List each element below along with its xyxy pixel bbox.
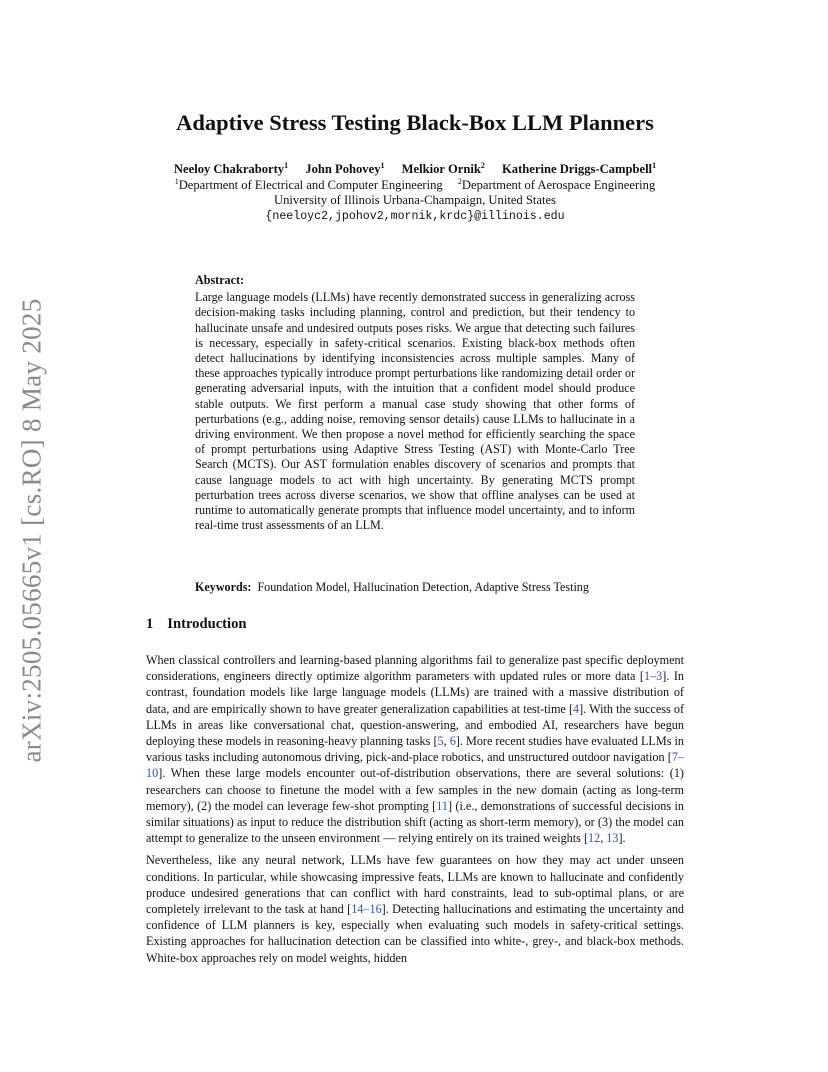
- keywords-text: Foundation Model, Hallucination Detection, Adaptive Stress Testing: [257, 580, 589, 594]
- university: University of Illinois Urbana-Champaign, United States: [274, 193, 556, 207]
- citation-link[interactable]: 6: [449, 734, 456, 749]
- citation-link[interactable]: 12: [588, 831, 601, 846]
- paragraph: [146, 652, 684, 846]
- citation-link[interactable]: 5: [437, 734, 444, 749]
- paragraph: [146, 852, 684, 965]
- author: Melkior Ornik$^2$: [401, 161, 485, 176]
- affiliation: $^2$Department of Aerospace Engineering: [457, 176, 656, 192]
- author-block: [146, 162, 684, 224]
- paragraph-text: ]. When these large models encounter out-of-distribution observations, there are several solutions: (1) researchers can choose to finetune the model with a few samples in the new domain (acting as long-term memory), (2) the model can leverage few-shot prompting [: [146, 766, 684, 813]
- paragraph-text: ]. With the success of LLMs in areas like conversational chat, question-answering, and embodied AI, researchers have begun deploying these models in reasoning-heavy planning tasks [: [146, 701, 684, 749]
- author: Neeloy Chakraborty$^1$: [173, 161, 289, 176]
- author: John Pohovey$^1$: [305, 161, 385, 176]
- author-emails: {neeloyc2,jpohov2,mornik,krdc}@illinois.edu: [265, 209, 565, 223]
- citation-link[interactable]: 7–10: [146, 750, 684, 781]
- section-heading: [146, 616, 247, 633]
- paragraph-text: ,: [443, 734, 450, 749]
- arxiv-identifier: arXiv:2505.05665v1 [cs.RO] 8 May 2025: [16, 297, 47, 763]
- citation-link[interactable]: 14–16: [351, 902, 382, 917]
- abstract: [195, 273, 635, 533]
- paragraph-text: ,: [600, 831, 607, 846]
- section-number: 1: [146, 616, 154, 632]
- paragraph-text: Nevertheless, like any neural network, LLMs have few guarantees on how they may act under unseen conditions. In particular, while showcasing impressive feats, LLMs are known to hallucinate and confidently produce undesired generations that can conflict with hard constraints, lead to sub-optimal plans, or are completely irrelevant to the task at hand [: [146, 853, 684, 917]
- section-title: Introduction: [167, 616, 247, 632]
- keywords-label: Keywords:: [195, 580, 252, 594]
- paragraph-text: ].: [618, 831, 626, 846]
- paragraph-text: ]. More recent studies have evaluated LLMs in various tasks including autonomous driving, pick-and-place robotics, and unstructured outdoor navigation [: [146, 734, 684, 765]
- paragraph-text: ] (i.e., demonstrations of successful decisions in similar situations) as input to reduce the distribution shift (acting as short-term memory), or (3) the model can attempt to generalize to the unseen environment — relying entirely on its trained weights [: [146, 798, 684, 846]
- abstract-heading: Abstract:: [195, 273, 245, 287]
- citation-link[interactable]: 1–3: [643, 669, 663, 684]
- arxiv-side-stamp: [12, 297, 52, 763]
- paragraph-text: ]. Detecting hallucinations and estimating the uncertainty and confidence of LLM planners is key, especially when evaluating such models in safety-critical settings. Existing approaches for hallucination detection can be classified into white-, grey-, and black-box methods. White-box approaches rely on model weights, hidden: [146, 902, 685, 965]
- author-list: [146, 162, 684, 178]
- affiliation: $^1$Department of Electrical and Computer Engineering: [174, 176, 443, 192]
- introduction-body: [146, 652, 684, 972]
- author: Katherine Driggs-Campbell$^1$: [502, 161, 657, 176]
- citation-link[interactable]: 11: [436, 798, 448, 813]
- abstract-text: Large language models (LLMs) have recently demonstrated success in generalizing across decision-making tasks including planning, control and prediction, but their tendency to hallucinate unsafe and undesired outputs poses risks. We argue that detecting such failures is necessary, especially in safety-critical scenarios. Existing black-box methods often detect hallucinations by identifying inconsistencies across multiple samples. Many of these approaches typically introduce prompt perturbations like randomizing detail order or generating adversarial inputs, with the intuition that a confident model should produce stable outputs. We first perform a manual case study showing that other forms of perturbations (e.g., adding noise, removing sensor details) cause LLMs to hallucinate in a driving environment. We then propose a novel method for efficiently searching the space of prompt perturbations using Adaptive Stress Testing (AST) with Monte-Carlo Tree Search (MCTS). Our AST formulation enables discovery of scenarios and prompts that cause language models to act with high uncertainty. By generating MCTS prompt perturbation trees across diverse scenarios, we show that offline analyses can be used at runtime to automatically generate prompts that influence model uncertainty, and to inform real-time trust assessments of an LLM.: [195, 290, 635, 533]
- keywords: [195, 580, 635, 595]
- paragraph-text: ]. In contrast, foundation models like large language models (LLMs) are trained with a massive distribution of data, and are empirically shown to have greater generalization capabilities at test-time [: [146, 669, 684, 716]
- citation-link[interactable]: 13: [606, 831, 619, 846]
- paragraph-text: When classical controllers and learning-based planning algorithms fail to generalize past specific deployment considerations, engineers directly optimize algorithm parameters with updated rules or more data [: [146, 653, 684, 684]
- paper-title: Adaptive Stress Testing Black-Box LLM Planners: [176, 110, 654, 135]
- citation-link[interactable]: 4: [573, 701, 580, 716]
- affiliations: [146, 178, 684, 194]
